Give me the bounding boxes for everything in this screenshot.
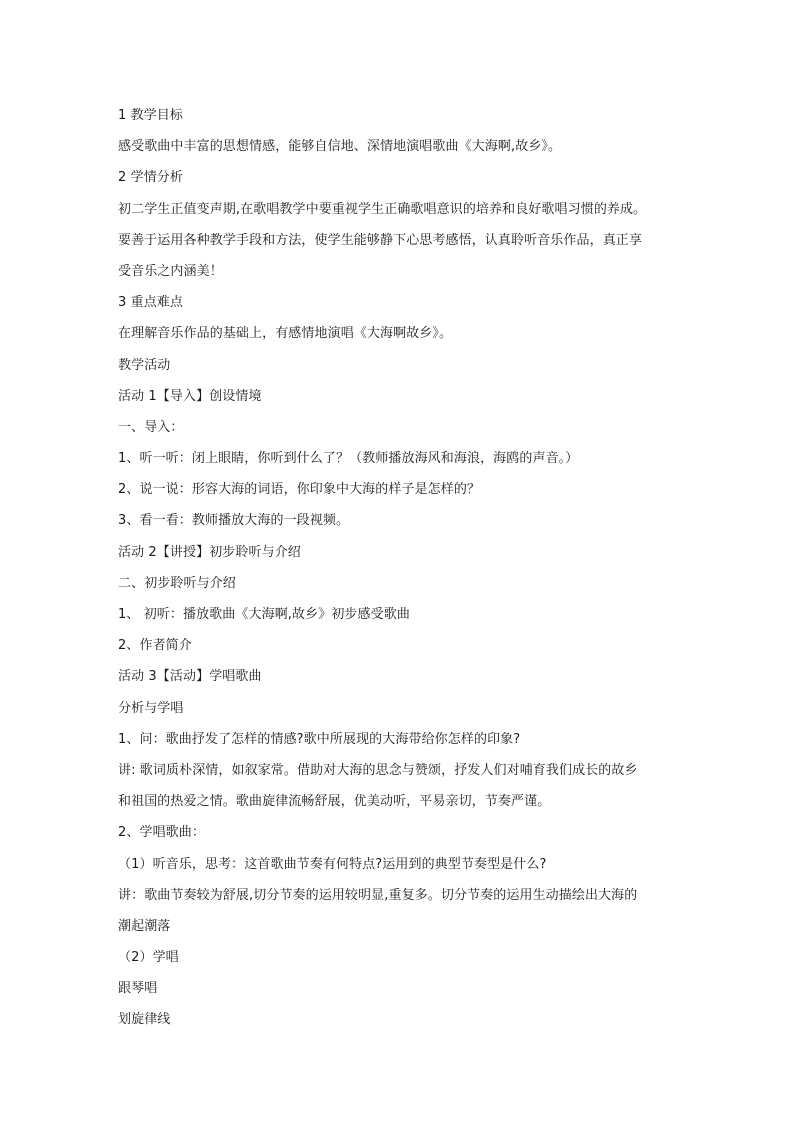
explanation-2-line-2: 潮起潮落 [118,918,171,934]
heading-teaching-activities: 教学活动 [118,357,171,373]
intro-step-1: 1、听一听：闭上眼睛，你听到什么了？（教师播放海风和海浪，海鸥的声音。） [118,451,579,467]
heading-student-analysis: 2 学情分析 [118,170,184,186]
explanation-2-line-1: 讲：歌曲节奏较为舒展,切分节奏的运用较明显,重复多。切分节奏的运用生动描绘出大海的 [118,887,638,903]
paragraph-analysis-line-3: 受音乐之内涵美！ [118,263,223,279]
listening-step-2: 2、作者简介 [118,638,192,654]
intro-step-3: 3、看一看：教师播放大海的一段视频。 [118,513,350,529]
activity-2-title: 活动 2【讲授】初步聆听与介绍 [118,544,301,560]
section-initial-listening: 二、初步聆听与介绍 [118,575,236,591]
explanation-1-line-1: 讲: 歌词质朴深情，如叙家常。借助对大海的思念与赞颂，抒发人们对哺育我们成长的故乡 [118,762,638,778]
document-body [118,100,698,1036]
intro-step-2: 2、说一说：形容大海的词语，你印象中大海的样子是怎样的？ [118,482,481,498]
activity-1-title: 活动 1【导入】创设情境 [118,388,262,404]
paragraph-analysis-line-1: 初二学生正值变声期,在歌唱教学中要重视学生正确歌唱意识的培养和良好歌唱习惯的养成。 [118,201,647,217]
draw-melody-line: 划旋律线 [118,1012,171,1028]
sing-with-piano: 跟琴唱 [118,981,158,997]
section-intro: 一、导入： [118,419,184,435]
activity-3-title: 活动 3【活动】学唱歌曲 [118,669,262,685]
listening-step-1: 1、 初听：播放歌曲《大海啊,故乡》初步感受歌曲 [118,607,410,622]
listening-question: （1）听音乐，思考：这首歌曲节奏有何特点?运用到的典型节奏型是什么? [118,856,547,872]
heading-key-points: 3 重点难点 [118,295,184,311]
learn-singing: （2）学唱 [118,950,179,966]
paragraph-goal: 感受歌曲中丰富的思想情感，能够自信地、深情地演唱歌曲《大海啊,故乡》。 [118,139,562,155]
explanation-1-line-2: 和祖国的热爱之情。歌曲旋律流畅舒展，优美动听，平易亲切，节奏严谨。 [118,794,551,810]
paragraph-key-points: 在理解音乐作品的基础上，有感情地演唱《大海啊故乡》。 [118,326,453,342]
heading-teaching-goal: 1 教学目标 [118,108,184,123]
paragraph-analysis-line-2: 要善于运用各种教学手段和方法，使学生能够静下心思考感悟，认真聆听音乐作品，真正享 [118,232,643,248]
section-analysis-learning: 分析与学唱 [118,700,184,716]
question-1: 1、问：歌曲抒发了怎样的情感?歌中所展现的大海带给你怎样的印象? [118,731,521,747]
learning-song-heading: 2、学唱歌曲： [118,825,205,841]
